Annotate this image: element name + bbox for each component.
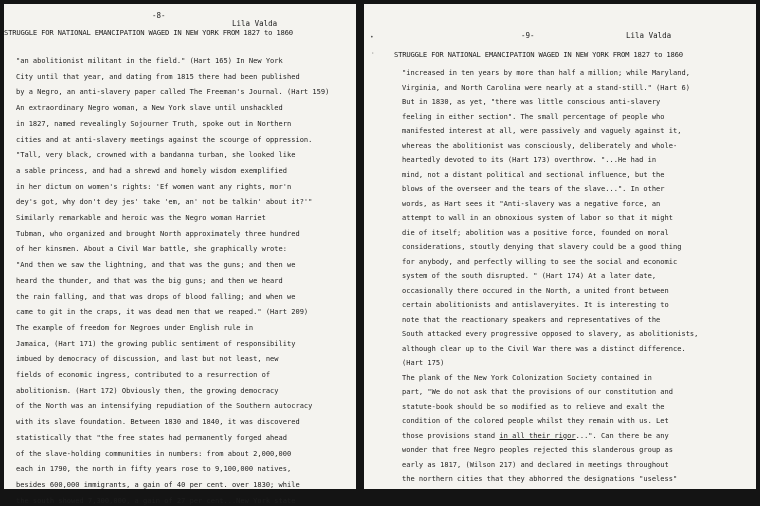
text-line: words, as Hart sees it "Anti-slavery was a negative force, an (402, 199, 661, 208)
text-line: "Tall, very black, crowned with a bandanna turban, she looked like (16, 151, 296, 160)
text-line: feeling in either section". The small percentage of people who (402, 112, 665, 121)
text-line: wonder that free Negro peoples rejected this slanderous group as (402, 446, 673, 454)
text-line: statistically that "the free states had permanently forged ahead (16, 433, 287, 442)
text-line: occasionally there occured in the North, a united front between (402, 286, 669, 295)
right-page (364, 4, 756, 489)
text-line: Tubman, who organized and brought North approximately three hundred (16, 229, 300, 238)
text-line: cities and at anti-slavery meetings against the scourge of oppression. (16, 135, 313, 144)
author-name: Lila Valda (626, 31, 672, 40)
text-line: heard the thunder, and that was the big guns; and then we heard (16, 276, 283, 285)
underlined-text: in all their rigor (499, 431, 576, 440)
page-number: -8- (152, 11, 166, 20)
text-line: (Hart 175) (402, 359, 445, 367)
text-line: abolitionism. (Hart 172) Obviously then, the growing democracy (16, 386, 279, 395)
left-page (4, 4, 356, 505)
text-line: Similarly remarkable and heroic was the Negro woman Harriet (16, 214, 266, 222)
text-line: City until that year, and dating from 1815 there had been published (16, 72, 300, 81)
text-line: the northern cities that they abhorred the designations "useless" (402, 475, 678, 483)
text-line: dey's got, why don't dey jes' take 'em, an' not be talkin' about it?'" (16, 198, 313, 207)
text-line: of the slave-holding communities in numbers: from about 2,000,000 (16, 449, 292, 458)
text-line: came to git in the craps, it was dead men that we reaped." (Hart 209) (16, 308, 309, 317)
text-line: statute-book should be so modified as to relieve and exalt the (402, 402, 665, 411)
text-line: a sable princess, and had a shrewd and homely wisdom exemplified (16, 166, 287, 175)
text-line: "And then we saw the lightning, and that was the guns; and then we (16, 261, 296, 270)
text-line: An extraordinary Negro woman, a New York slave until unshackled (16, 104, 283, 113)
text-line: although clear up to the Civil War there was a distinct difference. (402, 344, 686, 353)
page-number: -9- (521, 31, 535, 40)
text-line: of her kinsmen. About a Civil War battle, she graphically wrote: (16, 245, 287, 254)
text-line: mind, not a distant political and sectional influence, but the (402, 170, 665, 179)
text-line: besides 600,000 immigrants, a gain of 40 per cent. over 1830; while (16, 480, 300, 489)
text-line: die of itself; abolition was a positive force, founded on moral (402, 228, 669, 237)
text-line: Jamaica, (Hart 171) the growing public sentiment of responsibility (16, 339, 296, 348)
text-line: in her dictum on women's rights: 'Ef women want any rights, mor'n (16, 182, 292, 191)
page-heading: STRUGGLE FOR NATIONAL EMANCIPATION WAGED IN NEW YORK FROM 1827 to 1860 (4, 28, 293, 37)
text-line: part, "We do not ask that the provisions of our constitution and (402, 388, 673, 396)
text-line: imbued by democracy of discussion, and last but not least, new (16, 355, 279, 364)
text-line: But in 1830, as yet, "there was little conscious anti-slavery (402, 98, 661, 106)
text-line: of the North was an intensifying repudiation of the Southern autocracy (16, 402, 313, 411)
text-line: system of the south disrupted. " (Hart 174) At a later date, (402, 272, 657, 280)
text-line: The example of freedom for Negroes under English rule in (16, 323, 254, 332)
text-line: manifested interest at all, were passively and vaguely against it, (402, 127, 682, 135)
text-line: those provisions stand in all their rigor...". Can there be any (402, 431, 669, 440)
text-line: heartedly devoted to its (Hart 173) overthrow. "...He had in (402, 156, 657, 164)
text-line: blows of the overseer and the tears of the slave...". In other (402, 185, 665, 193)
text-line: the rain falling, and that was drops of blood falling; and when we (16, 292, 296, 301)
text-line: Virginia, and North Carolina were nearly at a stand-still." (Hart 6) (402, 83, 690, 92)
text-line: in 1827, named revealingly Sojourner Truth, spoke out in Northern (16, 119, 292, 128)
text-line: "increased in ten years by more than half a million; while Maryland, (402, 69, 690, 77)
text-line: condition of the colored people whilst they remain with us. Let (402, 417, 669, 425)
text-line: note that the reactionary speakers and representatives of the (402, 315, 661, 324)
text-line: South attacked every progressive opposed to slavery, as abolitionists, (402, 330, 699, 338)
text-line: attempt to wall in an obnoxious system of labor so that it might (402, 214, 673, 222)
author-name: Lila Valda (232, 19, 278, 28)
scan-mark: • (370, 34, 374, 41)
text-line: whereas the abolitionist was consciously, deliberately and whole- (402, 141, 678, 150)
text-line: the south showed 7,300,000, a gain of 27 per cent...New York state (16, 496, 296, 505)
text-line: each in 1790, the north in fifty years rose to 9,100,000 natives, (16, 465, 292, 474)
text-line: The plank of the New York Colonization Society contained in (402, 373, 652, 382)
text-line: certain abolitionists and antislaveryites. It is interesting to (402, 301, 669, 309)
text-line: early as 1817, (Wilson 217) and declared in meetings throughout (402, 460, 669, 469)
scan-mark: · (371, 50, 375, 57)
text-line: for anybody, and perfectly willing to see the social and economic (402, 257, 678, 266)
text-line: considerations, stoutly denying that slavery could be a good thing (402, 243, 682, 251)
text-line: "an abolitionist militant in the field." (Hart 165) In New York (16, 57, 283, 65)
page-heading: STRUGGLE FOR NATIONAL EMANCIPATION WAGED IN NEW YORK FROM 1827 to 1860 (394, 50, 683, 59)
text-line: with its slave foundation. Between 1830 and 1840, it was discovered (16, 418, 300, 427)
text-line: fields of economic ingress, contributed to a resurrection of (16, 371, 271, 379)
text-line: by a Negro, an anti-slavery paper called The Freeman's Journal. (Hart 159) (16, 88, 330, 97)
